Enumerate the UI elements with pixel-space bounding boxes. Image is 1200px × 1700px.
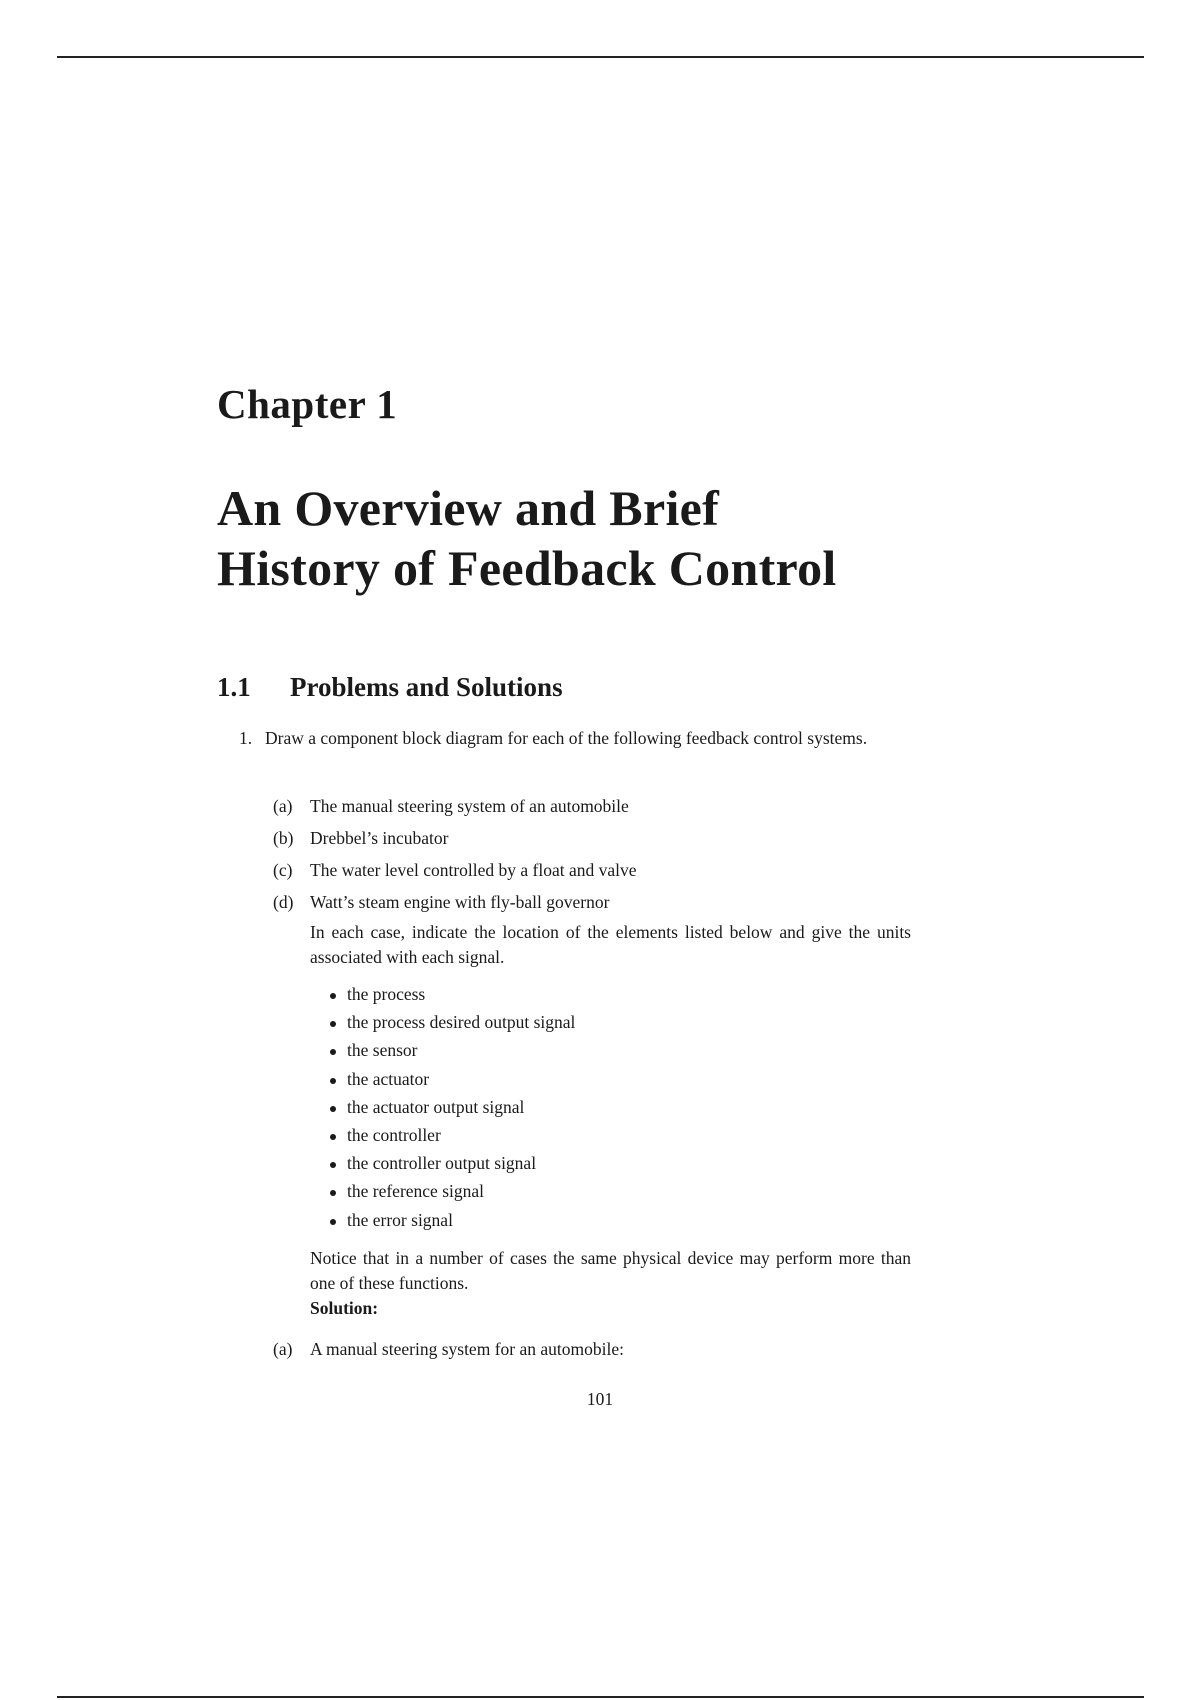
bullet-text: the reference signal xyxy=(347,1181,485,1202)
element-list xyxy=(310,982,911,1236)
item-label: (d) xyxy=(273,892,294,912)
chapter-title-line-2: History of Feedback Control xyxy=(217,540,837,596)
bullet-icon xyxy=(330,1021,336,1027)
item-label: (a) xyxy=(273,1339,293,1359)
problem-1 xyxy=(239,726,911,751)
list-item xyxy=(273,890,911,922)
solution-label: Solution: xyxy=(310,1297,379,1318)
problem-number: 1. xyxy=(239,728,253,748)
bullet-icon xyxy=(330,1190,336,1196)
item-label: (a) xyxy=(273,796,293,816)
header-rule xyxy=(57,56,1144,58)
item-label: (c) xyxy=(273,860,293,880)
problem-text: Draw a component block diagram for each of the following feedback control systems. xyxy=(265,728,868,748)
section-heading xyxy=(217,674,563,701)
list-item xyxy=(273,794,911,826)
bullet-item xyxy=(310,1123,911,1151)
bullet-icon xyxy=(330,1049,336,1055)
bullet-text: the process xyxy=(347,984,426,1004)
item-text: Drebbel’s incubator xyxy=(310,828,449,848)
solution-items xyxy=(273,1337,911,1369)
bullet-text: the error signal xyxy=(347,1209,453,1230)
chapter-label: Chapter 1 xyxy=(217,381,398,427)
bullet-icon xyxy=(330,1134,336,1140)
item-label: (b) xyxy=(273,828,294,848)
bullet-text: the controller xyxy=(347,1124,441,1145)
bullet-item xyxy=(310,1179,911,1207)
item-text: The manual steering system of an automobile xyxy=(310,796,629,816)
bullet-icon xyxy=(330,1219,336,1225)
chapter-title-line-1: An Overview and Brief xyxy=(217,480,720,536)
bullet-item xyxy=(310,1151,911,1179)
bullet-text: the process desired output signal xyxy=(347,1012,576,1033)
chapter-title xyxy=(217,478,837,598)
section-title: Problems and Solutions xyxy=(290,672,563,702)
bullet-item xyxy=(310,1067,911,1095)
bullet-icon xyxy=(330,1106,336,1112)
bullet-text: the actuator output signal xyxy=(347,1096,525,1117)
page-number: 101 xyxy=(586,1389,614,1409)
bullet-text: the sensor xyxy=(347,1040,418,1061)
notice-text: Notice that in a number of cases the same physical device may perform more than one of these functions. xyxy=(310,1247,911,1293)
bullet-item xyxy=(310,1038,911,1066)
list-item xyxy=(273,1337,911,1369)
case-instructions xyxy=(310,920,911,1321)
section-number: 1.1 xyxy=(217,672,251,702)
item-text: Watt’s steam engine with fly-ball governor xyxy=(310,892,610,912)
bullet-text: the actuator xyxy=(347,1068,430,1089)
problem-items xyxy=(273,794,911,922)
bullet-icon xyxy=(330,1162,336,1168)
bullet-text: the controller output signal xyxy=(347,1153,537,1174)
list-item xyxy=(273,858,911,890)
bullet-icon xyxy=(330,1078,336,1084)
item-text: The water level controlled by a float and valve xyxy=(310,860,637,880)
bullet-icon xyxy=(330,993,336,999)
bullet-item xyxy=(310,1010,911,1038)
bullet-item xyxy=(310,1208,911,1236)
item-text: A manual steering system for an automobile: xyxy=(310,1339,624,1359)
footer-rule xyxy=(57,1696,1144,1698)
case-text: In each case, indicate the location of the elements listed below and give the units associated with each signal. xyxy=(310,922,911,967)
bullet-item xyxy=(310,982,911,1010)
bullet-item xyxy=(310,1095,911,1123)
list-item xyxy=(273,826,911,858)
